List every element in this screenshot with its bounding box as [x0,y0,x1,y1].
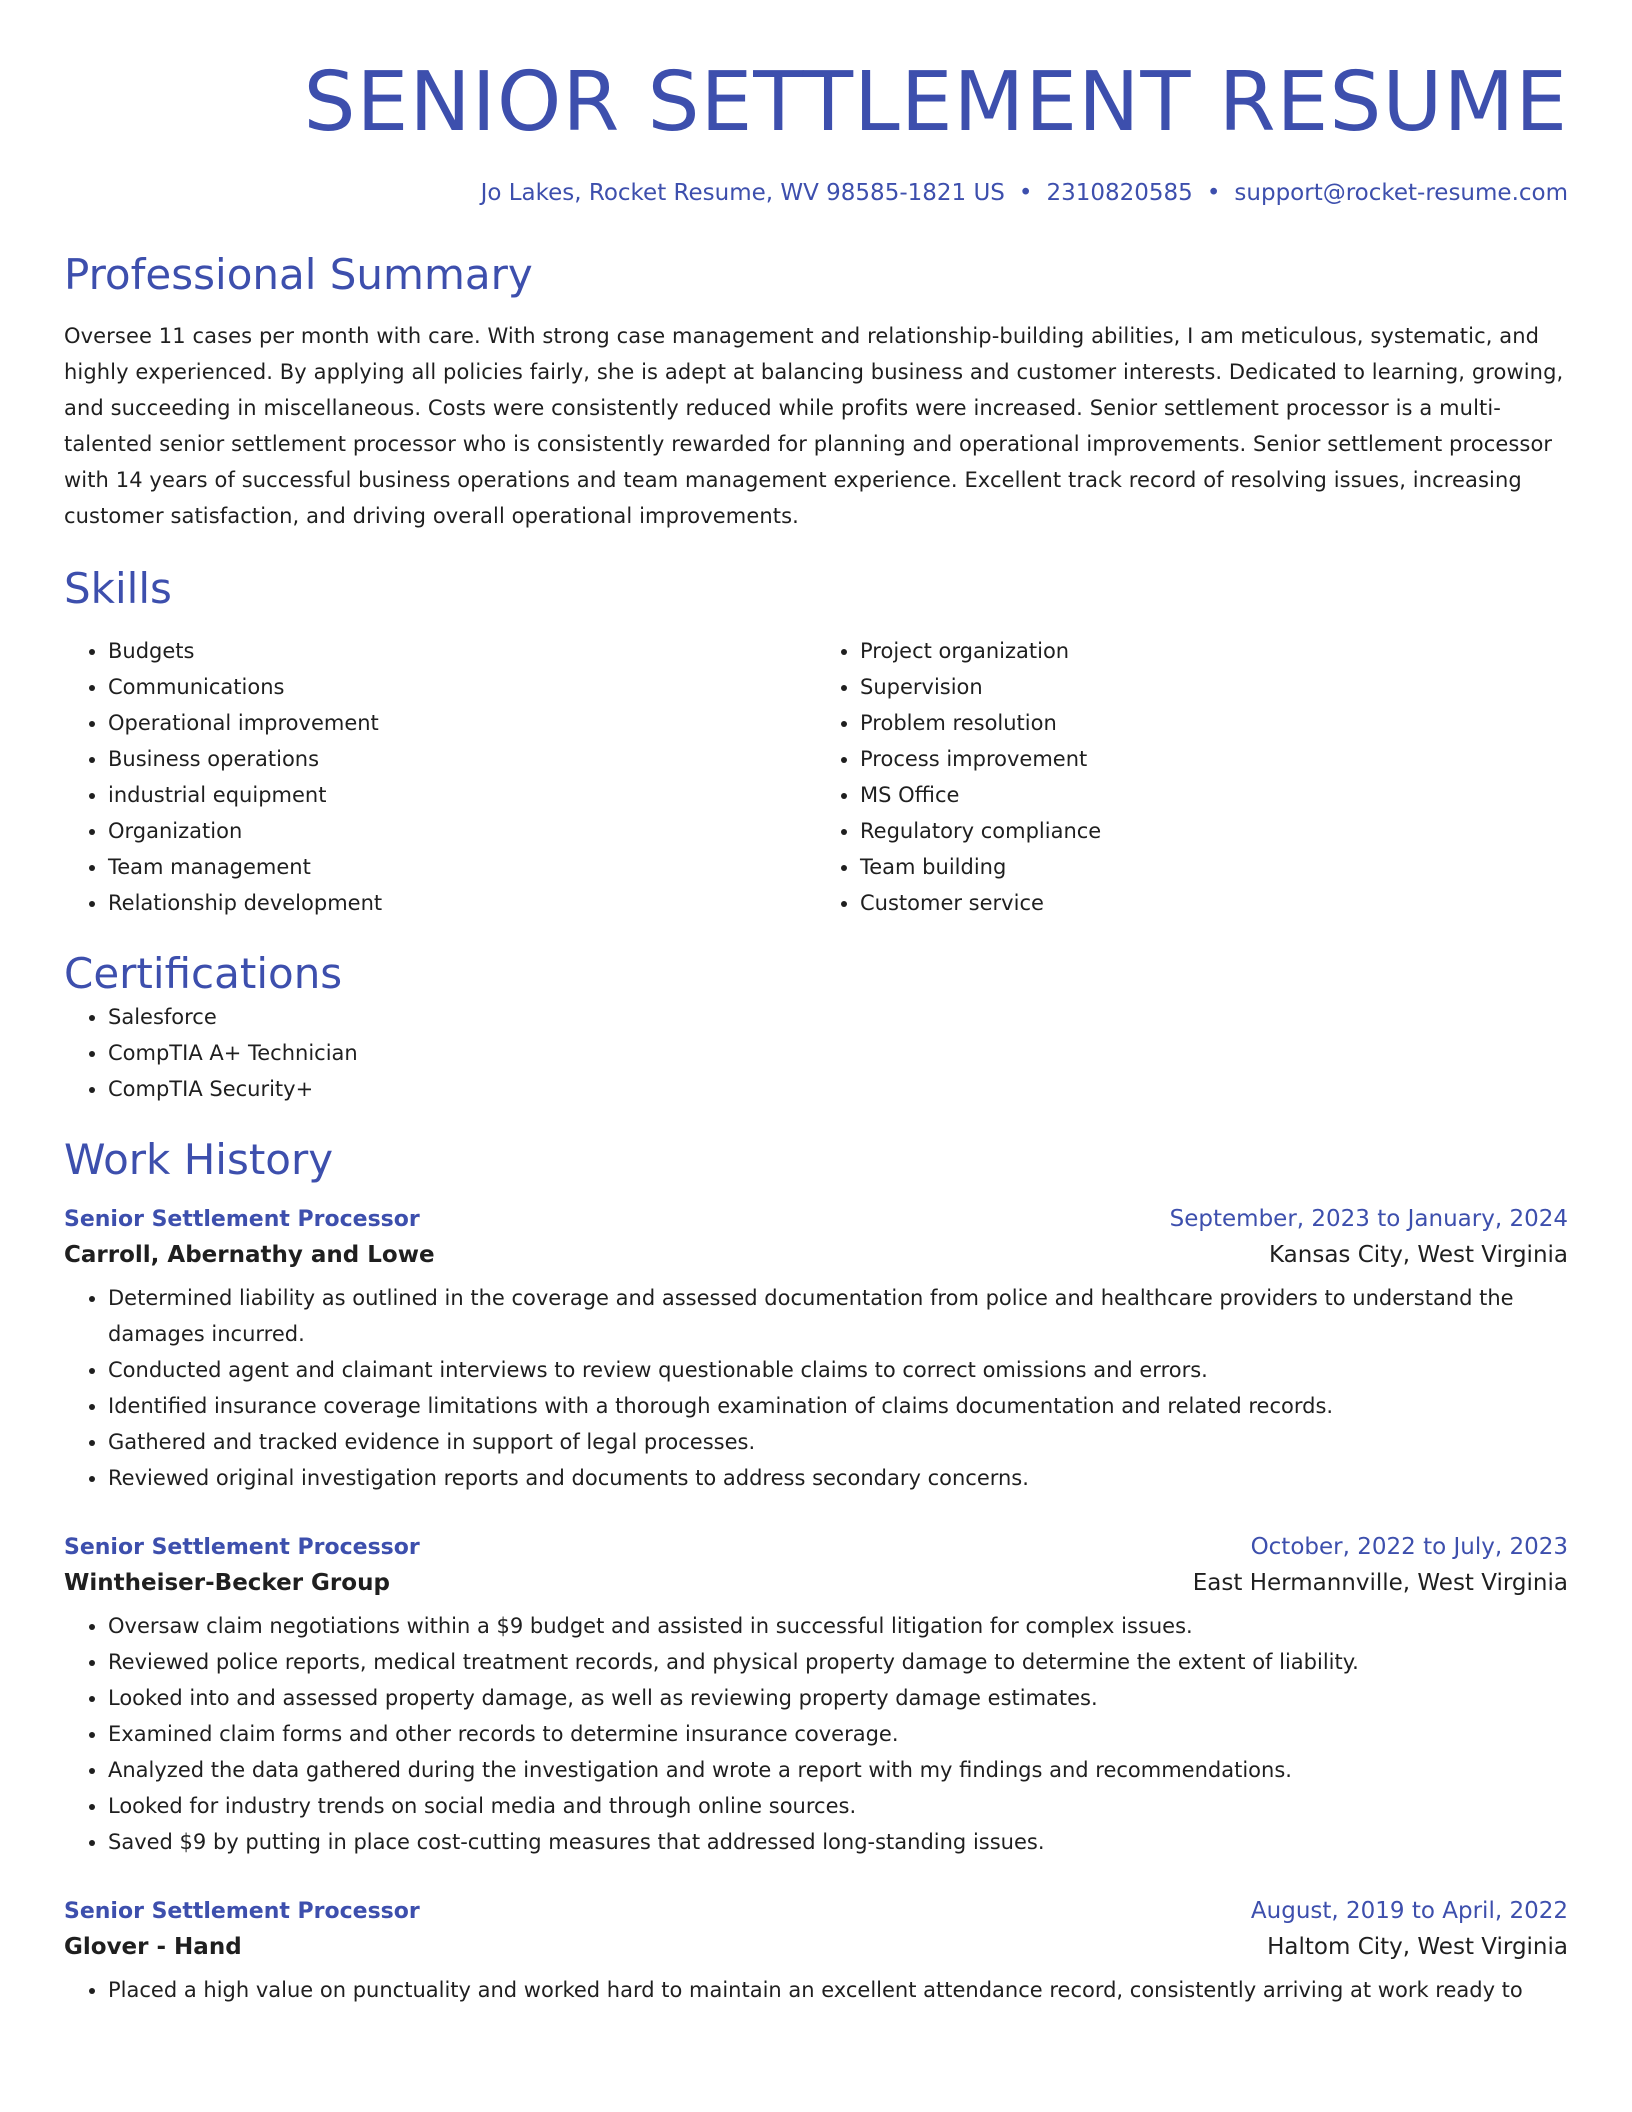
job-company: Glover - Hand [64,1933,242,1960]
job-duty: • Identified insurance coverage limitations with a thorough examination of claims documentation and related records. [108,1388,1568,1424]
skill-item: • Customer service [860,885,1568,921]
contact-address: Jo Lakes, Rocket Resume, WV 98585-1821 US [480,180,1005,206]
job-duty: • Determined liability as outlined in the coverage and assessed documentation from police and healthcare providers to understand the damages incurred. [108,1280,1568,1352]
contact-separator: • [1206,180,1221,206]
certification-item: • CompTIA Security+ [108,1071,1568,1107]
job-duties [64,1972,1568,2008]
resume-title: SENIOR SETTLEMENT RESUME [303,55,1568,150]
work-history-heading: Work History [64,1135,334,1185]
job-dates: August, 2019 to April, 2022 [1250,1897,1568,1924]
certifications-list [64,999,1568,1107]
job-location: Haltom City, West Virginia [1267,1933,1568,1960]
job-duty: • Looked for industry trends on social media and through online sources. [108,1788,1568,1824]
job-duty: • Conducted agent and claimant interviews to review questionable claims to correct omissions and errors. [108,1352,1568,1388]
job-entry [64,1206,1568,1496]
contact-email[interactable]: support@rocket-resume.com [1234,180,1568,206]
job-title: Senior Settlement Processor [64,1206,420,1232]
job-duty: • Reviewed original investigation reports and documents to address secondary concerns. [108,1460,1568,1496]
skill-item: • Supervision [860,669,1568,705]
skills-list [64,633,1568,921]
skill-item: • Communications [108,669,816,705]
job-company-row [64,1242,1568,1268]
summary-heading: Professional Summary [64,250,533,299]
job-duty: • Gathered and tracked evidence in support of legal processes. [108,1424,1568,1460]
job-company: Wintheiser-Becker Group [64,1569,390,1596]
job-entry [64,1898,1568,2008]
job-location: Kansas City, West Virginia [1269,1241,1568,1268]
job-dates: September, 2023 to January, 2024 [1169,1205,1568,1232]
job-header-row [64,1206,1568,1232]
skill-item: • Team management [108,849,816,885]
job-duty: • Placed a high value on punctuality and worked hard to maintain an excellent attendance record, consistently arriving at work ready to [108,1972,1568,2008]
certifications-heading: Certifications [64,948,343,998]
skill-item: • Problem resolution [860,705,1568,741]
skill-item: • Budgets [108,633,816,669]
resume-header [64,55,1568,206]
job-company: Carroll, Abernathy and Lowe [64,1241,435,1268]
skill-item: • Team building [860,849,1568,885]
job-title: Senior Settlement Processor [64,1898,420,1924]
job-duty: • Looked into and assessed property damage, as well as reviewing property damage estimates. [108,1680,1568,1716]
job-location: East Hermannville, West Virginia [1192,1569,1568,1596]
skill-item: • Project organization [860,633,1568,669]
skill-item: • Regulatory compliance [860,813,1568,849]
certification-item: • CompTIA A+ Technician [108,1035,1568,1071]
job-duty: • Analyzed the data gathered during the investigation and wrote a report with my findings and recommendations. [108,1752,1568,1788]
contact-line [64,180,1568,206]
job-company-row [64,1934,1568,1960]
skill-item: • Operational improvement [108,705,816,741]
skills-column-right [816,633,1568,921]
skill-item: • MS Office [860,777,1568,813]
summary-text: Oversee 11 cases per month with care. With strong case management and relationship-building abilities, I am meticulous, systematic, and highly experienced. By applying all policies fairly, she is adept at balancing business and customer interests. Dedicated to learning, growing, and succeeding in miscellaneous. Costs were consistently reduced while profits were increased. Senior settlement processor is a multi-talented senior settlement processor who is consistently rewarded for planning and operational improvements. Senior settlement processor with 14 years of successful business operations and team management experience. Excellent track record of resolving issues, increasing customer satisfaction, and driving overall operational improvements. [64,324,1564,529]
job-duty: • Oversaw claim negotiations within a $9 budget and assisted in successful litigation for complex issues. [108,1608,1568,1644]
skill-item: • Process improvement [860,741,1568,777]
skill-item: • Relationship development [108,885,816,921]
job-duties [64,1280,1568,1496]
job-dates: October, 2022 to July, 2023 [1250,1533,1568,1560]
skill-item: • industrial equipment [108,777,816,813]
job-entry [64,1534,1568,1860]
skill-item: • Business operations [108,741,816,777]
contact-separator: • [1018,180,1033,206]
job-duty: • Saved $9 by putting in place cost-cutting measures that addressed long-standing issues. [108,1824,1568,1860]
job-company-row [64,1570,1568,1596]
job-header-row [64,1898,1568,1924]
skill-item: • Organization [108,813,816,849]
job-duty: • Reviewed police reports, medical treatment records, and physical property damage to determine the extent of liability. [108,1644,1568,1680]
skills-column-left [64,633,816,921]
certification-item: • Salesforce [108,999,1568,1035]
job-duties [64,1608,1568,1860]
job-duty: • Examined claim forms and other records to determine insurance coverage. [108,1716,1568,1752]
job-header-row [64,1534,1568,1560]
contact-phone: 2310820585 [1046,180,1193,206]
job-title: Senior Settlement Processor [64,1534,420,1560]
resume-page [64,0,1568,2008]
skills-heading: Skills [64,564,172,614]
